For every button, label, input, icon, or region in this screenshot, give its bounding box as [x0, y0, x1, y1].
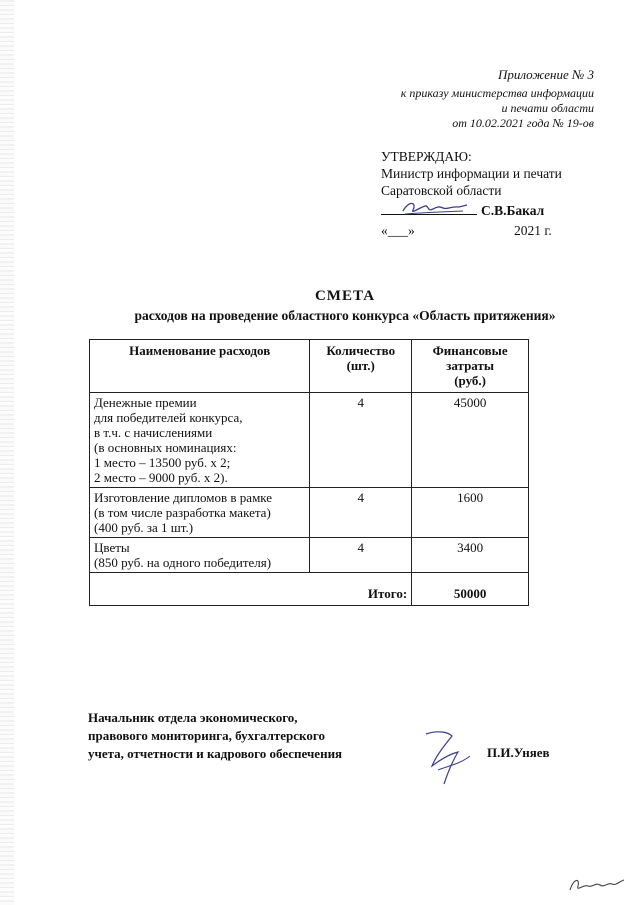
approval-signer: С.В.Бакал [481, 203, 545, 218]
table-header-row [90, 340, 529, 393]
approval-header: УТВЕРЖДАЮ: [381, 149, 472, 164]
document-subtitle: расходов на проведение областного конкурса «Область притяжения» [134, 308, 556, 323]
expense-qty: 4 [310, 393, 412, 488]
column-header-name: Наименование расходов [90, 340, 310, 393]
column-header-cost: Финансовые затраты (руб.) [412, 340, 529, 393]
expense-name: Цветы (850 руб. на одного победителя) [90, 538, 310, 573]
appendix-block [294, 66, 594, 131]
approval-block [381, 148, 581, 240]
head-signature [418, 726, 478, 792]
expense-qty: 4 [310, 488, 412, 538]
table-row [90, 538, 529, 573]
footer-position-line: учета, отчетности и кадрового обеспечения [88, 746, 343, 761]
table-total-row [90, 573, 529, 606]
expense-cost: 1600 [412, 488, 529, 538]
expense-name: Денежные премии для победителей конкурса, в т.ч. с начислениями (в основных номинациях: 1 место – 13500 руб. х 2; 2 место – 9000 руб. х 2). [90, 393, 310, 488]
table-row [90, 488, 529, 538]
footer-position-line: правового мониторинга, бухгалтерского [88, 728, 325, 743]
minister-signature [399, 198, 469, 218]
document-title: СМЕТА [314, 288, 376, 304]
page-corner-initials [566, 872, 628, 898]
expense-cost: 3400 [412, 538, 529, 573]
approval-position: Министр информации и печати [381, 166, 562, 181]
approval-region: Саратовской области [381, 183, 502, 198]
footer-position-line: Начальник отдела экономического, [88, 710, 298, 725]
footer-position [88, 709, 408, 763]
total-label: Итого: [90, 573, 412, 606]
appendix-line: и печати области [501, 101, 594, 115]
total-value: 50000 [412, 573, 529, 606]
scan-artifact [0, 0, 14, 905]
column-header-qty: Количество (шт.) [310, 340, 412, 393]
appendix-order-date: от 10.02.2021 года № 19-ов [452, 116, 594, 130]
appendix-line: к приказу министерства информации [400, 86, 594, 100]
approval-date-row [381, 222, 581, 240]
table-row [90, 393, 529, 488]
document-heading [60, 288, 630, 324]
expense-name: Изготовление дипломов в рамке (в том числе разработка макета) (400 руб. за 1 шт.) [90, 488, 310, 538]
footer-signer-name: П.И.Уняев [487, 745, 550, 760]
approval-signature-row [381, 202, 581, 222]
approval-year: 2021 г. [514, 223, 552, 238]
appendix-title: Приложение № 3 [497, 67, 594, 82]
expense-cost: 45000 [412, 393, 529, 488]
expense-qty: 4 [310, 538, 412, 573]
estimate-table [89, 339, 529, 606]
approval-date-blank: «___» [381, 223, 415, 238]
